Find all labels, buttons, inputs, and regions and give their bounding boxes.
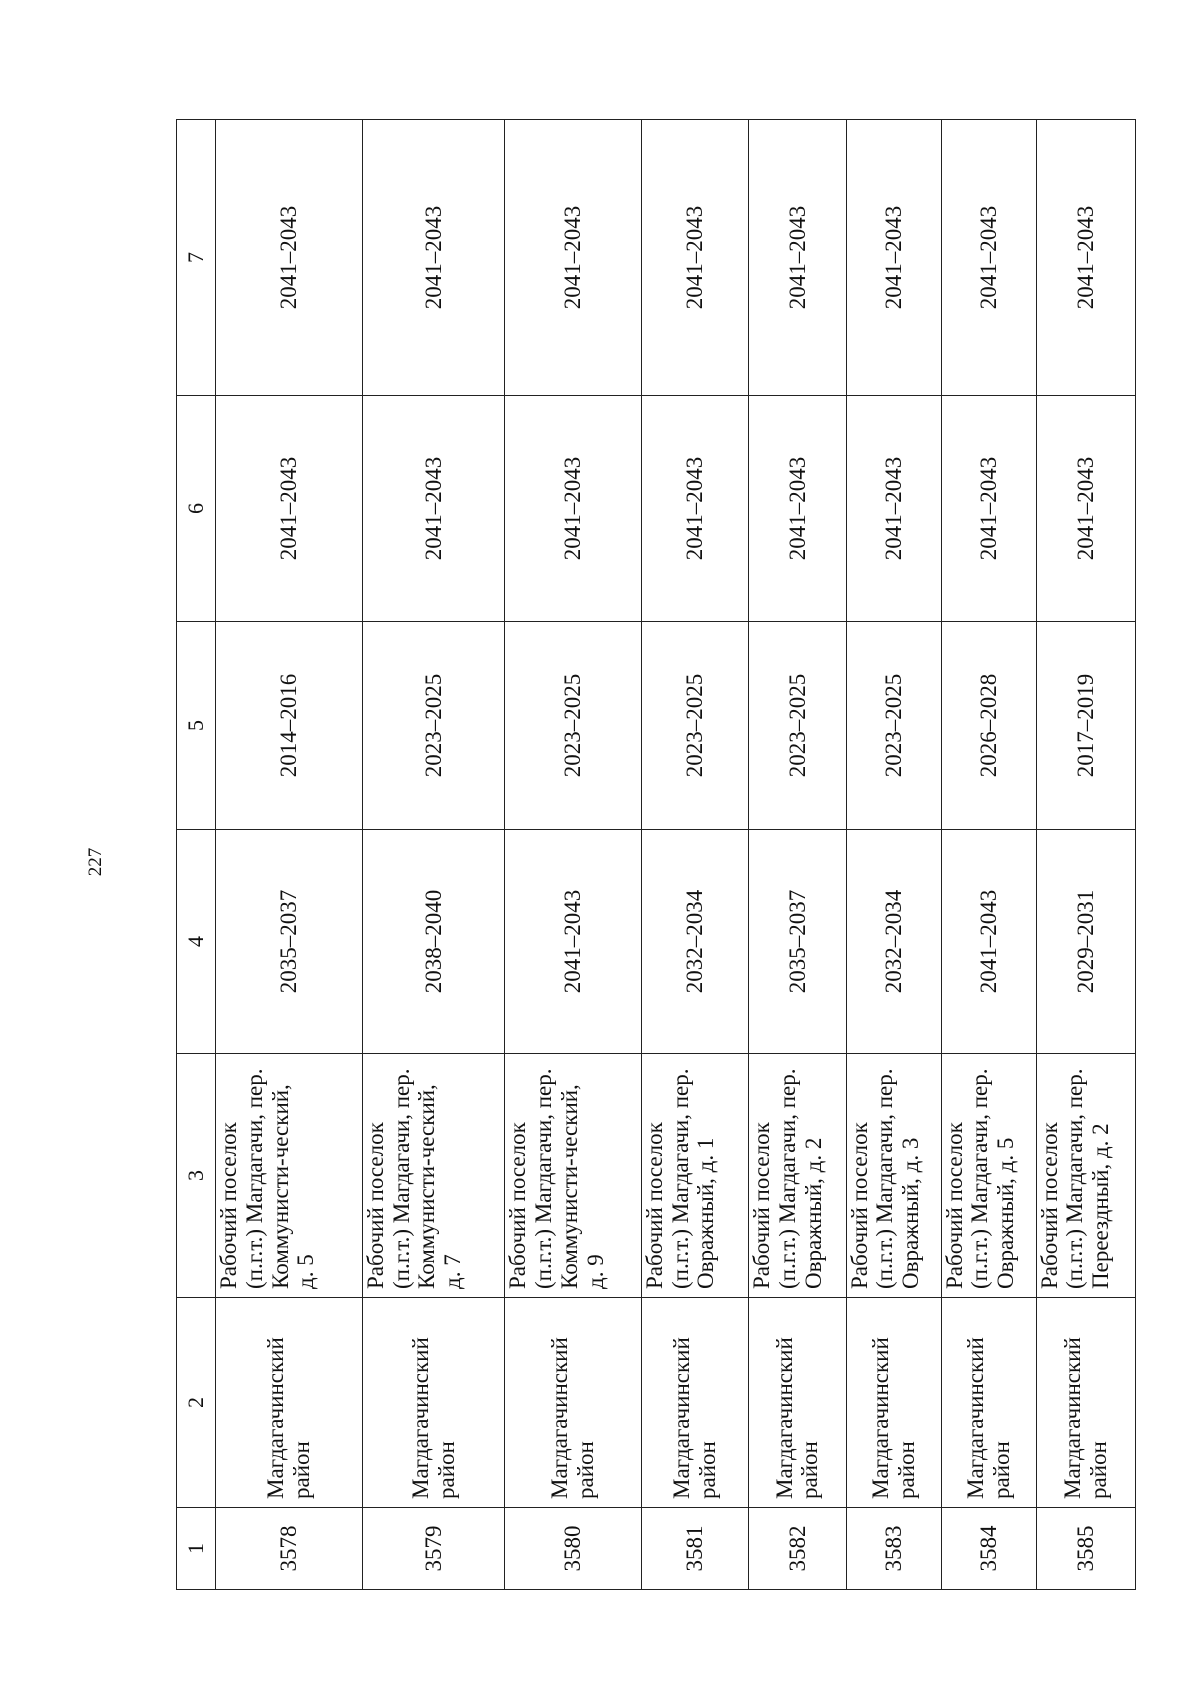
year-range-cell: 2032–2034 [846,830,941,1054]
row-number: 3581 [641,1508,749,1590]
year-range-cell: 2014–2016 [216,622,363,830]
table-row [362,120,505,1590]
year-range-cell: 2041–2043 [362,120,505,396]
table-row [216,120,363,1590]
address-cell: Рабочий поселок (п.г.т.) Магдагачи, пер. Овражный, д. 1 [641,1054,749,1298]
address-cell: Рабочий поселок (п.г.т.) Магдагачи, пер. Овражный, д. 3 [846,1054,941,1298]
year-range-cell: 2041–2043 [941,120,1036,396]
column-header: 5 [177,622,216,830]
district-cell: Магдагачинский район [846,1298,941,1508]
year-range-cell: 2023–2025 [749,622,846,830]
page-number: 227 [85,847,106,877]
column-header: 7 [177,120,216,396]
year-range-cell: 2017–2019 [1036,622,1135,830]
year-range-cell: 2023–2025 [846,622,941,830]
year-range-cell: 2041–2043 [641,120,749,396]
row-number: 3582 [749,1508,846,1590]
district-cell: Магдагачинский район [362,1298,505,1508]
district-cell: Магдагачинский район [641,1298,749,1508]
table-row [749,120,846,1590]
header-row [177,120,216,1590]
address-cell: Рабочий поселок (п.г.т.) Магдагачи, пер. Коммунисти-ческий, д. 5 [216,1054,363,1298]
row-number: 3578 [216,1508,363,1590]
year-range-cell: 2026–2028 [941,622,1036,830]
year-range-cell: 2041–2043 [941,396,1036,622]
year-range-cell: 2041–2043 [941,830,1036,1054]
year-range-cell: 2041–2043 [505,396,641,622]
year-range-cell: 2041–2043 [1036,120,1135,396]
district-cell: Магдагачинский район [749,1298,846,1508]
year-range-cell: 2041–2043 [216,396,363,622]
year-range-cell: 2041–2043 [362,396,505,622]
column-header: 1 [177,1508,216,1590]
district-cell: Магдагачинский район [216,1298,363,1508]
year-range-cell: 2041–2043 [1036,396,1135,622]
column-header: 3 [177,1054,216,1298]
address-cell: Рабочий поселок (п.г.т.) Магдагачи, пер. Переездный, д. 2 [1036,1054,1135,1298]
address-cell: Рабочий поселок (п.г.т.) Магдагачи, пер. Овражный, д. 5 [941,1054,1036,1298]
year-range-cell: 2041–2043 [216,120,363,396]
year-range-cell: 2023–2025 [362,622,505,830]
column-header: 6 [177,396,216,622]
year-range-cell: 2023–2025 [641,622,749,830]
table-row [505,120,641,1590]
district-cell: Магдагачинский район [505,1298,641,1508]
row-number: 3579 [362,1508,505,1590]
year-range-cell: 2023–2025 [505,622,641,830]
table-row [1036,120,1135,1590]
year-range-cell: 2035–2037 [216,830,363,1054]
rotated-table-container [176,120,1136,1590]
year-range-cell: 2041–2043 [749,396,846,622]
year-range-cell: 2041–2043 [846,396,941,622]
table-row [641,120,749,1590]
year-range-cell: 2041–2043 [641,396,749,622]
column-header: 4 [177,830,216,1054]
table-row [846,120,941,1590]
address-cell: Рабочий поселок (п.г.т.) Магдагачи, пер. Коммунисти-ческий, д. 9 [505,1054,641,1298]
district-cell: Магдагачинский район [1036,1298,1135,1508]
table-row [941,120,1036,1590]
row-number: 3585 [1036,1508,1135,1590]
year-range-cell: 2041–2043 [505,830,641,1054]
year-range-cell: 2041–2043 [505,120,641,396]
district-cell: Магдагачинский район [941,1298,1036,1508]
row-number: 3584 [941,1508,1036,1590]
row-number: 3580 [505,1508,641,1590]
schedule-table [176,119,1136,1590]
row-number: 3583 [846,1508,941,1590]
column-header: 2 [177,1298,216,1508]
year-range-cell: 2041–2043 [749,120,846,396]
year-range-cell: 2038–2040 [362,830,505,1054]
year-range-cell: 2035–2037 [749,830,846,1054]
year-range-cell: 2032–2034 [641,830,749,1054]
year-range-cell: 2041–2043 [846,120,941,396]
address-cell: Рабочий поселок (п.г.т.) Магдагачи, пер. Коммунисти-ческий, д. 7 [362,1054,505,1298]
year-range-cell: 2029–2031 [1036,830,1135,1054]
address-cell: Рабочий поселок (п.г.т.) Магдагачи, пер. Овражный, д. 2 [749,1054,846,1298]
